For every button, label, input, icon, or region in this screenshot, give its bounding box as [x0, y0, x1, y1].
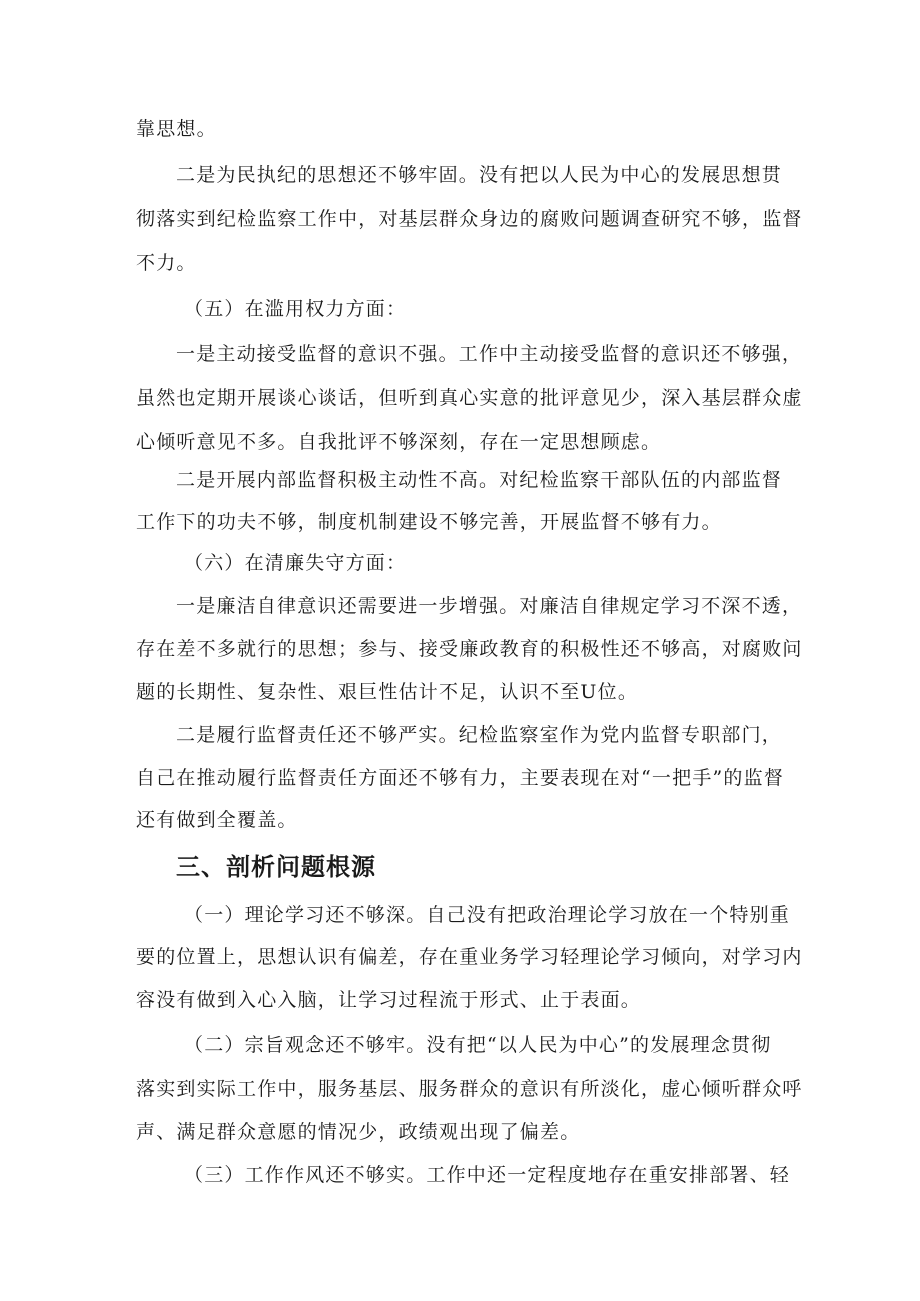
paragraph-line: 二是为民执纪的思想还不够牢固。没有把以人民为中心的发展思想贯	[176, 164, 783, 186]
paragraph-line: 二是开展内部监督积极主动性不高。对纪检监察干部队伍的内部监督	[176, 469, 783, 491]
paragraph-line: （一）理论学习还不够深。自己没有把政治理论学习放在一个特别重	[184, 904, 791, 926]
paragraph-line: 自己在推动履行监督责任方面还不够有力，主要表现在对“一把手”的监督	[136, 767, 785, 789]
section-heading: 三、剖析问题根源	[176, 853, 376, 881]
paragraph-line: 存在差不多就行的思想；参与、接受廉政教育的积极性还不够高，对腐败问	[136, 638, 803, 660]
paragraph-line: 要的位置上，思想认识有偏差，存在重业务学习轻理论学习倾向，对学习内	[136, 946, 803, 968]
paragraph-line: 心倾听意见不多。自我批评不够深刻，存在一定思想顾虑。	[136, 431, 662, 453]
paragraph-line: （二）宗旨观念还不够牢。没有把“以人民为中心”的发展理念贯彻	[184, 1034, 772, 1056]
paragraph-line: 工作下的功夫不够，制度机制建设不够完善，开展监督不够有力。	[136, 511, 722, 533]
paragraph-line: 彻落实到纪检监察工作中，对基层群众身边的腐败问题调查研究不够，监督	[136, 208, 803, 230]
paragraph-line: 一是主动接受监督的意识不强。工作中主动接受监督的意识还不够强，	[176, 343, 803, 365]
paragraph-line: 容没有做到入心入脑，让学习过程流于形式、止于表面。	[136, 989, 642, 1011]
paragraph-line: 落实到实际工作中，服务基层、服务群众的意识有所淡化，虚心倾听群众呼	[136, 1078, 803, 1100]
section-subheading: （五）在滥用权力方面：	[184, 298, 407, 320]
section-subheading: （六）在清廉失守方面：	[184, 552, 407, 574]
paragraph-line: （三）工作作风还不够实。工作中还一定程度地存在重安排部署、轻	[184, 1164, 791, 1186]
paragraph-line: 不力。	[136, 252, 197, 274]
paragraph-line: 还有做到全覆盖。	[136, 809, 298, 831]
paragraph-line: 声、满足群众意愿的情况少，政绩观出现了偏差。	[136, 1121, 581, 1143]
paragraph-line: 二是履行监督责任还不够严实。纪检监察室作为党内监督专职部门，	[176, 724, 783, 746]
paragraph-line: 一是廉洁自律意识还需要进一步增强。对廉洁自律规定学习不深不透，	[176, 595, 803, 617]
paragraph-line: 题的长期性、复杂性、艰巨性估计不足，认识不至U位。	[136, 681, 639, 703]
paragraph-line: 虽然也定期开展谈心谈话，但听到真心实意的批评意见少，深入基层群众虚	[136, 387, 803, 409]
paragraph-line: 靠思想。	[136, 118, 217, 140]
